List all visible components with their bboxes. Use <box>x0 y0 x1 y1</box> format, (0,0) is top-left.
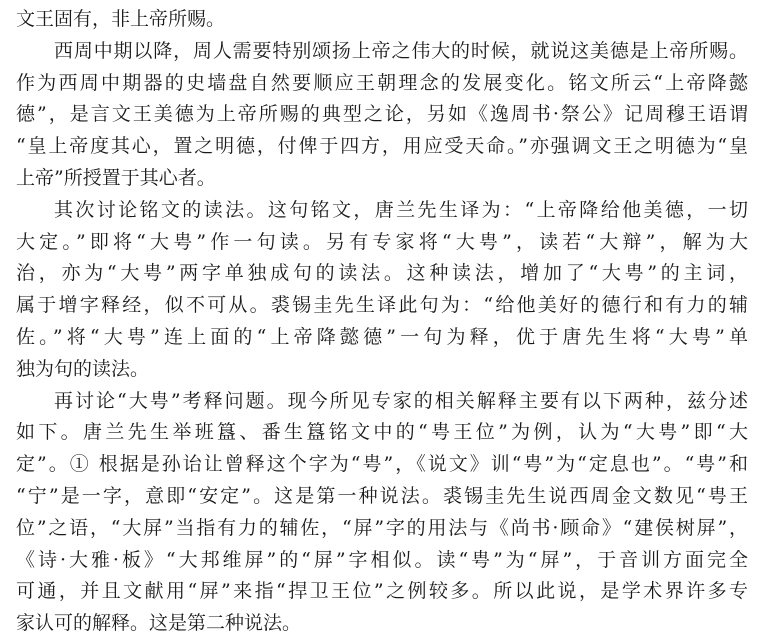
document-page <box>16 4 748 640</box>
text-line: 独为句的读法。 <box>16 357 150 380</box>
text-line: 如下。唐兰先生举班簋、番生簋铭文中的“甹王位”为例，认为“大甹”即“大 <box>16 421 748 444</box>
text-line: 位”之语，“大屏”当指有力的辅佐，“屏”字的用法与《尚书·顾命》“建侯树屏”， <box>16 516 748 539</box>
text-line: 德”，是言文王美德为上帝所赐的典型之论，另如《逸周书·祭公》记周穆王语谓 <box>16 103 748 126</box>
text-line: 大定。”即将“大甹”作一句读。另有专家将“大甹”，读若“大辩”，解为大 <box>16 230 748 253</box>
text-line: 其次讨论铭文的读法。这句铭文，唐兰先生译为：“上帝降给他美德，一切 <box>54 198 748 221</box>
text-line: 文王固有，非上帝所赐。 <box>16 8 226 30</box>
text-line: “宁”是一字，意即“安定”。这是第一种说法。裘锡圭先生说西周金文数见“甹王 <box>16 484 748 507</box>
text-line: 作为西周中期器的史墙盘自然要顺应王朝理念的发展变化。铭文所云“上帝降懿 <box>16 71 748 94</box>
text-line: 上帝”所授置于其心者。 <box>16 166 216 189</box>
text-line: 家认可的解释。这是第二种说法。 <box>16 612 302 635</box>
text-line: 西周中期以降，周人需要特别颂扬上帝之伟大的时候，就说这美德是上帝所赐。 <box>54 39 748 62</box>
text-line: 佐。”将“大甹”连上面的“上帝降懿德”一句为释，优于唐先生将“大甹”单 <box>16 325 748 348</box>
text-line: 属于增字释经，似不可从。裘锡圭先生译此句为：“给他美好的德行和有力的辅 <box>16 294 748 317</box>
text-line: 可通，并且文献用“屏”来指“捍卫王位”之例较多。所以此说，是学术界许多专 <box>16 580 748 603</box>
text-line: “皇上帝度其心，置之明德，付俾于四方，用应受天命。”亦强调文王之明德为“皇 <box>16 135 748 158</box>
text-line: 再讨论“大甹”考释问题。现今所见专家的相关解释主要有以下两种，兹分述 <box>54 389 748 412</box>
text-line: 《诗·大雅·板》“大邦维屏”的“屏”字相似。读“甹”为“屏”，于音训方面完全 <box>16 548 748 571</box>
text-line: 治，亦为“大甹”两字单独成句的读法。这种读法，增加了“大甹”的主词， <box>16 262 748 285</box>
text-line: 定”。① 根据是孙诒让曾释这个字为“甹”，《说文》训“甹”为“定息也”。“甹”和 <box>16 453 748 476</box>
